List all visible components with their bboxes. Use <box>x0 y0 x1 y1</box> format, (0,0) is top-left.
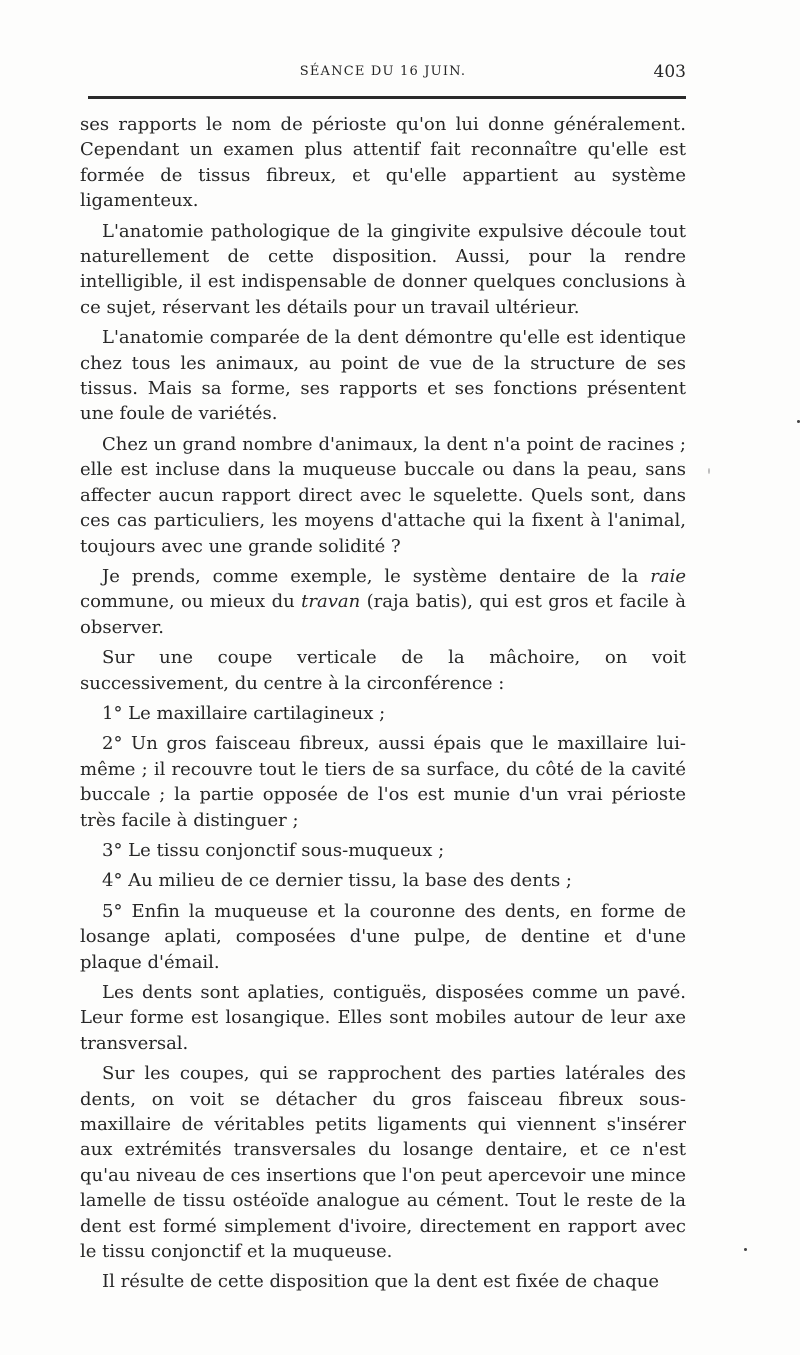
paragraph-dents-aplaties: Les dents sont aplaties, contiguës, disposées comme un pavé. Leur forme est losangique. Elles sont mobiles autour de leur axe transversal. <box>80 982 686 1054</box>
paragraph-il-resulte: Il résulte de cette disposition que la dent est fixée de chaque <box>102 1271 660 1293</box>
raie-text-before: Je prends, comme exemple, le système dentaire de la <box>102 565 651 587</box>
running-head <box>80 60 686 86</box>
page-number: 403 <box>653 62 686 82</box>
raie-text-after: (raja batis), qui est gros et facile à observer. <box>80 591 686 638</box>
list-item-1: 1° Le maxillaire cartilagineux ; <box>102 702 386 724</box>
running-title: SÉANCE DU 16 JUIN. <box>299 64 467 79</box>
list-item-2: 2° Un gros faisceau fibreux, aussi épais que le maxillaire lui-même ; il recouvre tout le tiers de sa surface, du côté de la cavité buccale ; la partie opposée de l'os est munie d'un vrai périoste très facile à distinguer ; <box>80 733 686 831</box>
paragraph-coupe-verticale: Sur une coupe verticale de la mâchoire, on voit successivement, du centre à la circonférence : <box>80 647 686 694</box>
travan-term: travan <box>301 591 361 613</box>
paragraph-coupes-laterales: Sur les coupes, qui se rapprochent des parties latérales des dents, on voit se détacher du gros faisceau fibreux sous-maxillaire de véritables petits ligaments qui viennent s'insérer aux extrémités transversales du losange dentaire, et ce n'est qu'au niveau de ces insertions que l'on peut apercevoir une mince lamelle de tissu ostéoïde analogue au cément. Tout le reste de la dent est formé simplement d'ivoire, directement en rapport avec le tissu conjonctif et la muqueuse. <box>80 1063 686 1263</box>
paragraph-continuation: ses rapports le nom de périoste qu'on lui donne généralement. Cependant un examen plus attentif fait reconnaître qu'elle est formée de tissus fibreux, et qu'elle appartient au système ligamenteux. <box>80 114 686 212</box>
header-rule <box>88 96 686 99</box>
paragraph-pathologie: L'anatomie pathologique de la gingivite expulsive découle tout naturellement de cette disposition. Aussi, pour la rendre intelligible, il est indispensable de donner quelques conclusions à ce sujet, réservant les détails pour un travail ultérieur. <box>80 220 686 318</box>
body-text <box>80 112 686 1300</box>
raie-term: raie <box>650 565 686 587</box>
ink-speck <box>744 1248 747 1251</box>
paragraph-raie <box>80 564 686 640</box>
paragraph-racines: Chez un grand nombre d'animaux, la dent n'a point de racines ; elle est incluse dans la muqueuse buccale ou dans la peau, sans affecter aucun rapport direct avec le squelette. Quels sont, dans ces cas particuliers, les moyens d'attache qui la fixent à l'animal, toujours avec une grande solidité ? <box>80 433 686 557</box>
list-item-5: 5° Enfin la muqueuse et la couronne des dents, en forme de losange aplati, composées d'une pulpe, de dentine et d'une plaque d'émail. <box>80 900 686 973</box>
list-item-4: 4° Au milieu de ce dernier tissu, la base des dents ; <box>102 870 572 892</box>
list-item-3: 3° Le tissu conjonctif sous-muqueux ; <box>102 839 445 861</box>
raie-text-middle: commune, ou mieux du <box>80 591 302 613</box>
ink-speck <box>708 468 710 474</box>
paragraph-anatomie-comparee: L'anatomie comparée de la dent démontre qu'elle est identique chez tous les animaux, au point de vue de la structure de ses tissus. Mais sa forme, ses rapports et ses fonctions présentent une foule de variétés. <box>80 327 686 425</box>
